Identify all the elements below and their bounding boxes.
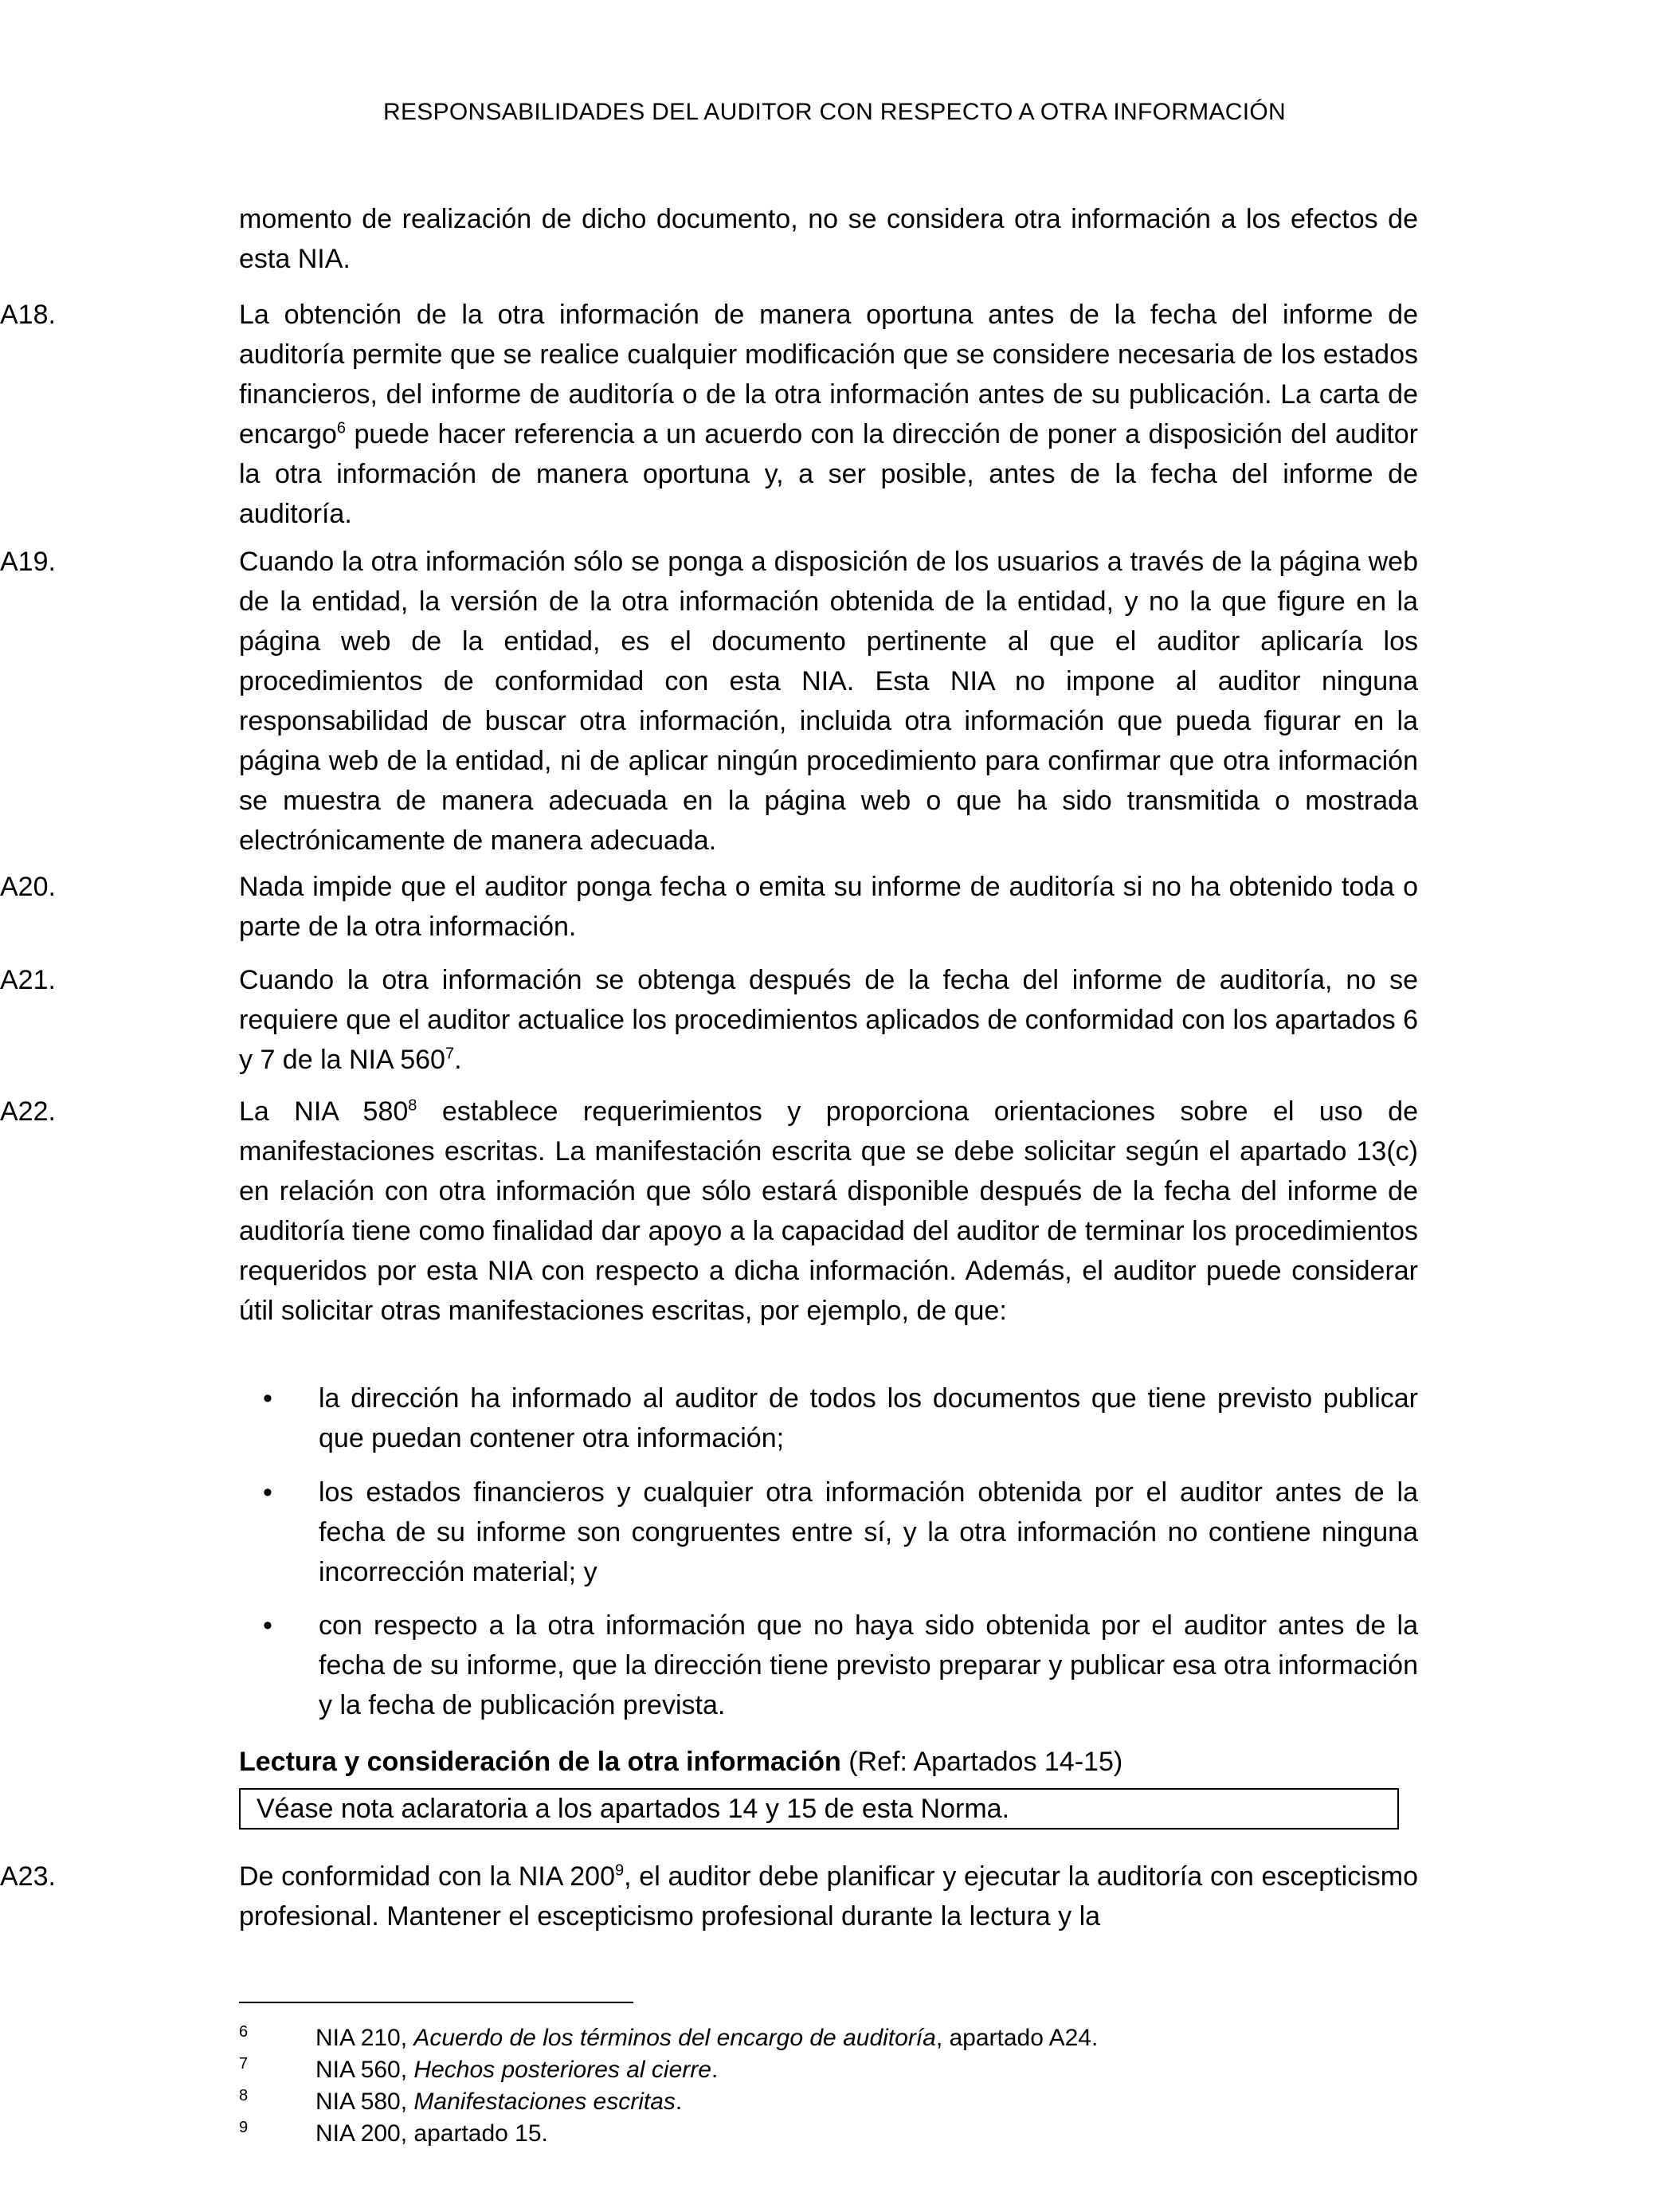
footnote-number: 7 (239, 2055, 249, 2073)
footnote-text (315, 2022, 1098, 2054)
bullet-item (263, 1473, 1418, 1592)
paragraph-a19 (0, 542, 1418, 861)
bullet-text: con respecto a la otra información que no haya sido obtenida por el auditor antes de la fecha de su informe, que la dirección tiene previsto preparar y publicar esa otra información y la fecha de publicación prevista. (319, 1610, 1418, 1720)
footnote-text (315, 2054, 718, 2086)
footnote-title: Hechos posteriores al cierre (413, 2057, 711, 2083)
paragraph-text (239, 960, 1418, 1080)
bullet-item (263, 1606, 1418, 1725)
bullet-mark: • (263, 1383, 272, 1414)
paragraph-text: momento de realización de dicho documento, no se considera otra información a los efectos de esta NIA. (239, 204, 1418, 274)
footnote-prefix: NIA 580, (315, 2088, 414, 2115)
bullet-text: la dirección ha informado al auditor de todos los documentos que tiene previsto publicar que puedan contener otra información; (319, 1383, 1418, 1453)
paragraph-number: A21. (0, 965, 56, 995)
paragraph-text: Cuando la otra información sólo se ponga a disposición de los usuarios a través de la página web de la entidad, la versión de la otra información obtenida de la entidad, y no la que figure en la página web de la entidad, es el documento pertinente al que el auditor aplicaría los procedimientos de conformidad con esta NIA. Esta NIA no impone al auditor ninguna responsabilidad de buscar otra información, incluida otra información que pueda figurar en la página web de la entidad, ni de aplicar ningún procedimiento para confirmar que otra información se muestra de manera adecuada en la página web o que ha sido transmitida o mostrada electrónicamente de manera adecuada. (239, 547, 1418, 856)
paragraph-text-part: Cuando la otra información se obtenga después de la fecha del informe de auditoría, no se requiere que el auditor actualice los procedimientos aplicados de conformidad con los apartados 6 y 7 de la NIA 560 (239, 965, 1418, 1075)
footnote-number: 6 (239, 2023, 249, 2041)
intro-paragraph (239, 199, 1418, 279)
footnote-prefix: NIA 210, (315, 2025, 414, 2051)
paragraph-a20 (0, 867, 1418, 947)
paragraph-number: A19. (0, 547, 56, 577)
footnote-title: Acuerdo de los términos del encargo de auditoría (413, 2025, 936, 2051)
paragraph-a18 (0, 295, 1418, 534)
note-box: Véase nota aclaratoria a los apartados 14 y 15 de esta Norma. (239, 1788, 1399, 1830)
footnote-text (315, 2118, 548, 2150)
paragraph-number: A18. (0, 300, 56, 330)
bullet-mark: • (263, 1610, 272, 1641)
paragraph-number: A22. (0, 1096, 56, 1127)
paragraph-text-part: La obtención de la otra información de manera oportuna antes de la fecha del informe de auditoría permite que se realice cualquier modificación que se considere necesaria de los estados financieros, del informe de auditoría o de la otra información antes de su publicación. La carta de encargo (239, 300, 1418, 449)
paragraph-a21 (0, 960, 1418, 1080)
footnote-ref[interactable]: 7 (445, 1045, 455, 1063)
footnote-prefix: NIA 200, apartado 15. (315, 2120, 548, 2147)
footnote-text (315, 2086, 682, 2118)
section-heading (239, 1742, 1418, 1782)
footnote-divider (239, 2002, 633, 2003)
footnote-ref[interactable]: 6 (336, 419, 346, 437)
paragraph-text-part: puede hacer referencia a un acuerdo con la dirección de poner a disposición del auditor la otra información de manera oportuna y, a ser posible, antes de la fecha del informe de auditoría. (239, 419, 1418, 529)
paragraph-text: Nada impide que el auditor ponga fecha o emita su informe de auditoría si no ha obtenido toda o parte de la otra información. (239, 872, 1418, 942)
paragraph-text-part: . (454, 1045, 462, 1075)
paragraph-text (239, 295, 1418, 534)
paragraph-text-part: La NIA 580 (239, 1096, 409, 1127)
section-heading-title: Lectura y consideración de la otra información (239, 1747, 841, 1777)
paragraph-text (239, 1092, 1418, 1331)
footnote-suffix: . (675, 2088, 683, 2115)
footnote-title: Manifestaciones escritas (413, 2088, 676, 2115)
paragraph-text-part: De conformidad con la NIA 200 (239, 1861, 615, 1892)
bullet-item (263, 1379, 1418, 1458)
footnote-number: 8 (239, 2087, 249, 2104)
bullet-mark: • (263, 1477, 272, 1508)
paragraph-text-part: , el auditor debe planificar y ejecutar la auditoría con escepticismo profesional. Mantener el escepticismo profesional durante la lectura y la (239, 1861, 1418, 1932)
running-header: RESPONSABILIDADES DEL AUDITOR CON RESPECTO A OTRA INFORMACIÓN (383, 99, 1286, 125)
footnote-number: 9 (239, 2119, 249, 2136)
footnote-prefix: NIA 560, (315, 2057, 414, 2083)
paragraph-text-part: establece requerimientos y proporciona orientaciones sobre el uso de manifestaciones escritas. La manifestación escrita que se debe solicitar según el apartado 13(c) en relación con otra información que sólo estará disponible después de la fecha del informe de auditoría tiene como finalidad dar apoyo a la capacidad del auditor de terminar los procedimientos requeridos por esta NIA con respecto a dicha información. Además, el auditor puede considerar útil solicitar otras manifestaciones escritas, por ejemplo, de que: (239, 1096, 1418, 1326)
bullet-text: los estados financieros y cualquier otra información obtenida por el auditor antes de la fecha de su informe son congruentes entre sí, y la otra información no contiene ninguna incorrección material; y (319, 1477, 1418, 1587)
section-heading-ref: (Ref: Apartados 14-15) (840, 1747, 1123, 1777)
paragraph-a23 (0, 1857, 1418, 1936)
paragraph-text (239, 1857, 1418, 1936)
paragraph-number: A20. (0, 872, 56, 902)
footnote-suffix: , apartado A24. (935, 2025, 1099, 2051)
footnote-ref[interactable]: 9 (615, 1861, 625, 1880)
paragraph-number: A23. (0, 1861, 56, 1892)
footnote-ref[interactable]: 8 (408, 1096, 417, 1115)
paragraph-a22 (0, 1092, 1418, 1331)
footnote-suffix: . (711, 2057, 719, 2083)
